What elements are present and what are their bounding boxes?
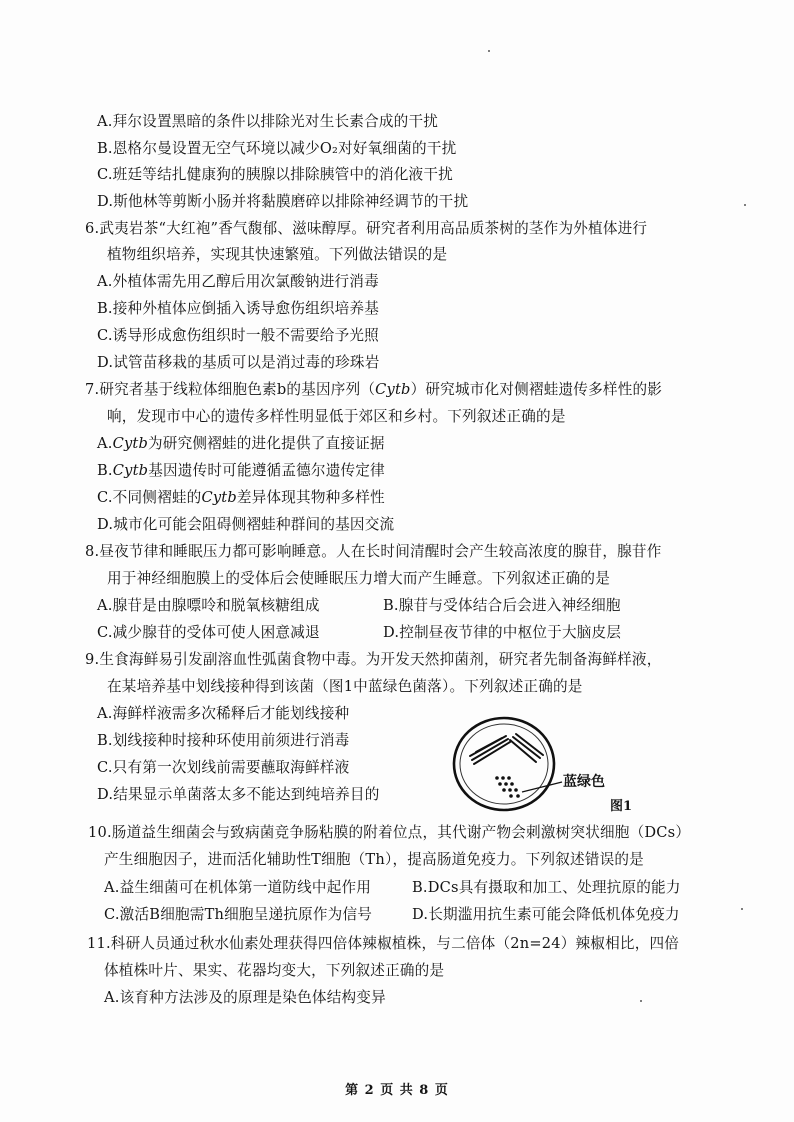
q4-option-a: A.拜尔设置黑暗的条件以排除光对生长素合成的干扰	[97, 113, 439, 130]
q8-option-d: D.控制昼夜节律的中枢位于大脑皮层	[383, 624, 622, 641]
q9-option-c: C.只有第一次划线前需要蘸取海鲜样液	[97, 759, 350, 776]
q10-option-d: D.长期滥用抗生素可能会降低机体免疫力	[412, 906, 680, 923]
q6-stem-line1: 6.武夷岩茶“大红袍”香气馥郁、滋味醇厚。研究者利用高品质茶树的茎作为外植体进行	[85, 220, 648, 237]
q8-option-b: B.腺苷与受体结合后会进入神经细胞	[383, 597, 621, 614]
q10-stem-line1: 10.肠道益生细菌会与致病菌竞争肠粘膜的附着位点，其代谢产物会刺激树突状细胞（DCs）	[88, 824, 691, 841]
q8-option-c: C.减少腺苷的受体可使人困意减退	[97, 624, 320, 641]
q6-option-c: C.诱导形成愈伤组织时一般不需要给予光照	[97, 327, 379, 344]
scan-speck	[744, 204, 746, 206]
figure-caption: 图1	[610, 799, 633, 814]
q8-stem-line1: 8.昼夜节律和睡眠压力都可影响睡意。人在长时间清醒时会产生较高浓度的腺苷，腺苷作	[85, 543, 662, 560]
q9-stem-line1: 9.生食海鲜易引发副溶血性弧菌食物中毒。为开发天然抑菌剂，研究者先制备海鲜样液，	[85, 651, 662, 668]
q6-option-b: B.接种外植体应倒插入诱导愈伤组织培养基	[97, 300, 380, 317]
q7-stem-line2: 响，发现市中心的遗传多样性明显低于郊区和乡村。下列叙述正确的是	[107, 408, 566, 425]
q7-option-a	[97, 434, 385, 454]
scan-speck	[640, 1000, 642, 1002]
q10-stem-line2: 产生细胞因子，进而活化辅助性T细胞（Th），提高肠道免疫力。下列叙述错误的是	[104, 851, 644, 868]
q10-option-b: B.DCs具有摄取和加工、处理抗原的能力	[412, 879, 681, 896]
q7-stem-text-b: ）研究城市化对侧褶蛙遗传多样性的影	[410, 381, 663, 398]
scan-speck	[741, 908, 743, 910]
q7-option-b	[97, 461, 385, 481]
q7-option-c	[97, 488, 385, 508]
q4-option-b: B.恩格尔曼设置无空气环境以减少O₂对好氧细菌的干扰	[97, 140, 457, 157]
q9-option-a: A.海鲜样液需多次稀释后才能划线接种	[97, 705, 350, 722]
single-colonies	[495, 776, 520, 798]
q6-option-d: D.试管苗移栽的基质可以是消过毒的珍珠岩	[97, 354, 380, 371]
q7-option-a-letter: A.	[97, 435, 113, 452]
page-footer: 第 2 页 共 8 页	[345, 1083, 449, 1098]
q7-option-a-text: 为研究侧褶蛙的进化提供了直接证据	[148, 435, 385, 452]
q9-option-d: D.结果显示单菌落太多不能达到纯培养目的	[97, 786, 380, 803]
streak-lines	[470, 734, 543, 764]
q7-option-c-text-b: 差异体现其物种多样性	[236, 489, 385, 506]
q7-option-b-gene: Cytb	[112, 462, 149, 479]
q9-option-b: B.划线接种时接种环使用前须进行消毒	[97, 732, 350, 749]
q8-option-a: A.腺苷是由腺嘌呤和脱氧核糖组成	[97, 597, 320, 614]
q10-option-a: A.益生细菌可在机体第一道防线中起作用	[104, 879, 372, 896]
q7-option-c-text-a: C.不同侧褶蛙的	[97, 489, 202, 506]
scan-speck	[488, 50, 490, 52]
q11-stem-line2: 体植株叶片、果实、花器均变大，下列叙述正确的是	[104, 962, 445, 979]
q11-option-a: A.该育种方法涉及的原理是染色体结构变异	[104, 989, 386, 1006]
q7-option-b-text: 基因遗传时可能遵循孟德尔遗传定律	[148, 462, 385, 479]
q7-option-b-letter: B.	[97, 462, 113, 479]
q11-stem-line1: 11.科研人员通过秋水仙素处理获得四倍体辣椒植株，与二倍体（2n=24）辣椒相比，四倍	[87, 935, 680, 952]
q7-option-a-gene: Cytb	[112, 435, 148, 452]
q9-stem-line2: 在某培养基中划线接种得到该菌（图1中蓝绿色菌落）。下列叙述正确的是	[107, 678, 583, 695]
petri-dish-rim	[454, 718, 554, 810]
q4-option-c: C.班廷等结扎健康狗的胰腺以排除胰管中的消化液干扰	[97, 166, 453, 183]
q7-option-d: D.城市化可能会阻碍侧褶蛙种群间的基因交流	[97, 516, 395, 533]
q6-stem-line2: 植物组织培养，实现其快速繁殖。下列做法错误的是	[107, 246, 448, 263]
colony-label: 蓝绿色	[563, 774, 605, 790]
q8-stem-line2: 用于神经细胞膜上的受体后会使睡眠压力增大而产生睡意。下列叙述正确的是	[107, 570, 610, 587]
q7-gene-name: Cytb	[375, 381, 411, 398]
q7-stem-text-a: 7.研究者基于线粒体细胞色素b的基因序列（	[85, 381, 376, 398]
q4-option-d: D.斯他林等剪断小肠并将黏膜磨碎以排除神经调节的干扰	[97, 193, 469, 210]
q7-stem-line1	[85, 380, 662, 400]
q10-option-c: C.激活B细胞需Th细胞呈递抗原作为信号	[104, 906, 373, 923]
q6-option-a: A.外植体需先用乙醇后用次氯酸钠进行消毒	[97, 273, 379, 290]
q7-option-c-gene: Cytb	[201, 489, 237, 506]
